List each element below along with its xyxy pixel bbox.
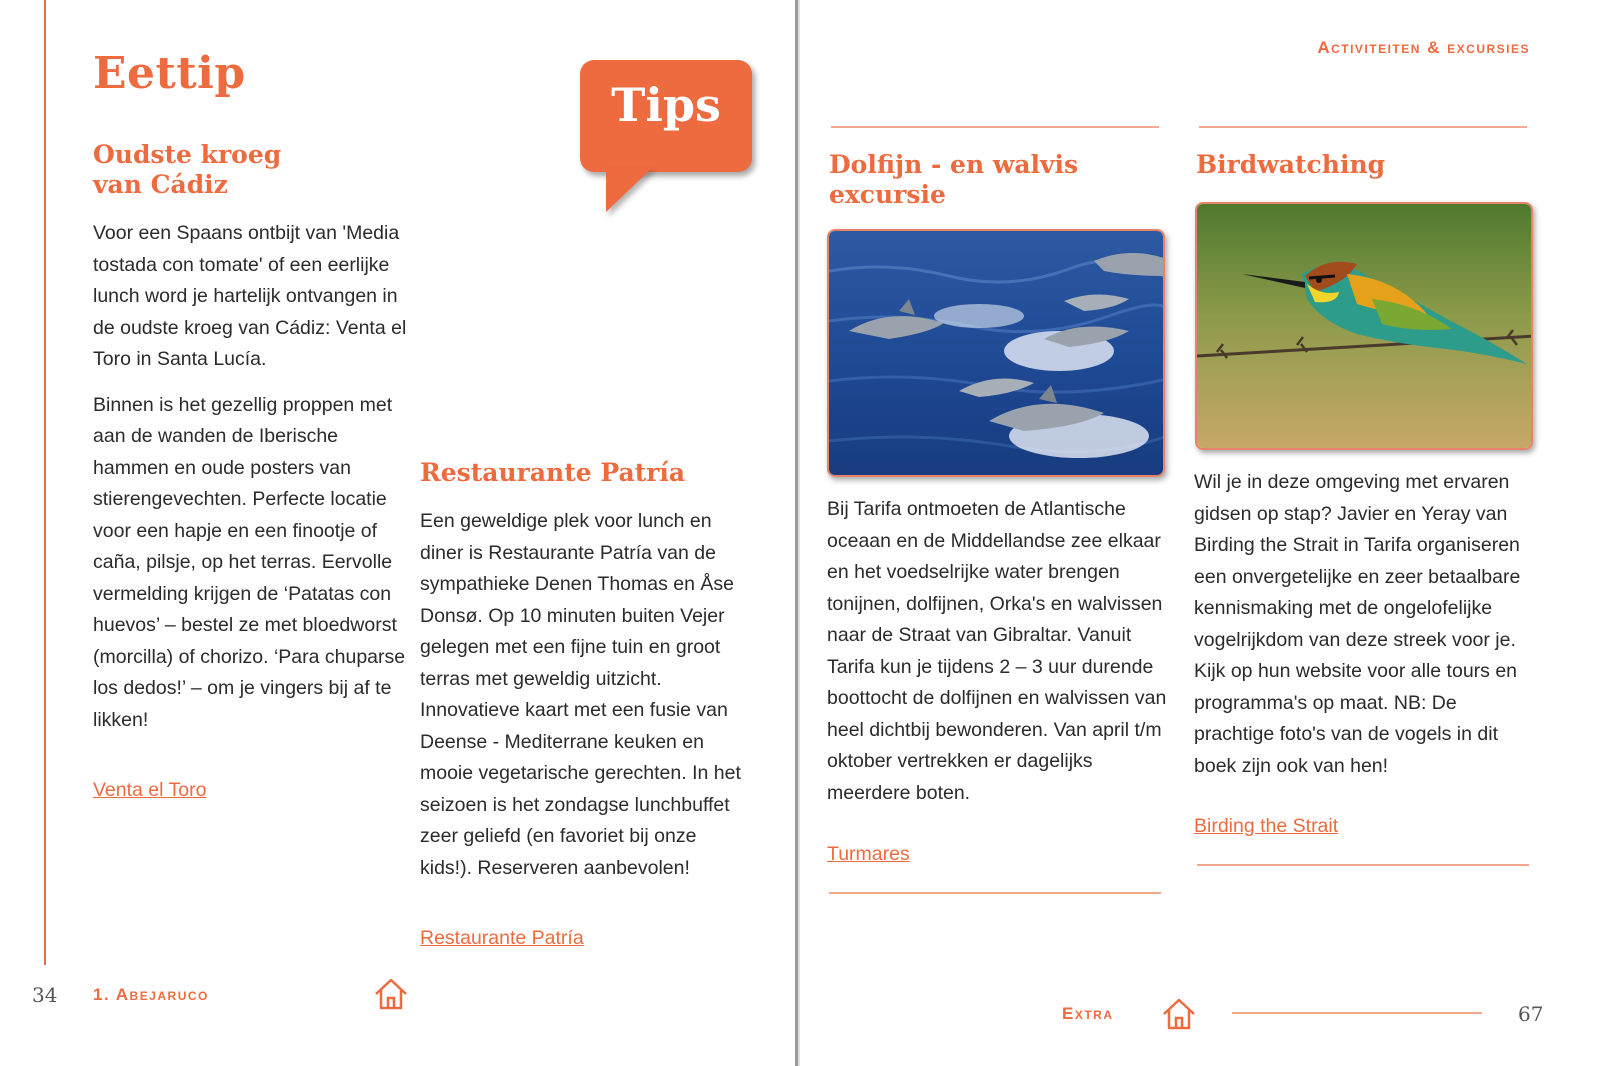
rule	[829, 892, 1161, 894]
paragraph: Wil je in deze omgeving met ervaren gidsen op stap? Javier en Yeray van Birding the Strait in Tarifa organiseren een onvergetelijke en zeer betaalbare kennismaking met de ongelofelijke vogelrijkdom van deze streek voor je. Kijk op hun website voor alle tours en programma's op maat. NB: De prachtige foto's van de vogels in dit boek zijn ook van hen!	[1194, 471, 1521, 777]
rule	[831, 126, 1159, 128]
dolfijn-text	[827, 494, 1172, 809]
right-page	[800, 0, 1600, 1066]
dolphins-photo	[827, 229, 1165, 477]
margin-line	[44, 0, 46, 965]
kroeg-text	[93, 218, 408, 736]
footer-rule	[1232, 1012, 1482, 1014]
bee-eater-photo	[1195, 202, 1533, 450]
section-heading-patria: Restaurante Patría	[420, 458, 686, 487]
heading-line: Oudste kroeg	[93, 140, 282, 169]
birdwatching-text	[1194, 467, 1539, 782]
section-heading-kroeg	[93, 140, 281, 200]
dolphins-image	[829, 231, 1165, 477]
section-header-label: Activiteiten & excursies	[1317, 38, 1530, 57]
heading-line: excursie	[829, 180, 946, 209]
section-heading-dolfijn	[829, 150, 1078, 210]
paragraph: Binnen is het gezellig proppen met aan de wanden de Iberische hammen en oude posters van stierengevechten. Perfecte locatie voor een hapje en een finootje of caña, pilsje, op het terras. Eervolle vermelding krijgen de ‘Patatas con huevos’ – bestel ze met bloedworst (morcilla) of chorizo. ‘Para chuparse los dedos!’ – om je vingers bij af te likken!	[93, 393, 406, 731]
rule	[1199, 126, 1527, 128]
paragraph: Bij Tarifa ontmoeten de Atlantische oceaan en de Middellandse zee elkaar en het voedselrijke water brengen tonijnen, dolfijnen, Orka's en walvissen naar de Straat van Gibraltar. Vanuit Tarifa kun je tijdens 2 – 3 uur durende boottocht de dolfijnen en walvissen van heel dichtbij bewonderen. Van april t/m oktober vertrekken er dagelijks meerdere boten.	[827, 498, 1167, 804]
heading-line: Dolfijn - en walvis	[829, 150, 1079, 179]
section-heading-birdwatching: Birdwatching	[1196, 150, 1386, 179]
paragraph: Een geweldige plek voor lunch en diner is Restaurante Patría van de sympathieke Denen Thomas en Åse Donsø. Op 10 minuten buiten Vejer gelegen met een fijne tuin en groot terras met geweldig uitzicht. Innovatieve kaart met een fusie van Deense - Mediterrane keuken en mooie vegetarische gerechten. In het seizoen is het zondagse lunchbuffet zeer geliefd (en favoriet bij onze kids!). Reserveren aanbevolen!	[420, 510, 741, 879]
home-icon[interactable]	[1160, 995, 1198, 1033]
heading-line: van Cádiz	[93, 170, 228, 199]
home-icon[interactable]	[372, 975, 410, 1013]
rule	[1197, 864, 1529, 866]
restaurante-patria-link[interactable]: Restaurante Patría	[420, 927, 584, 949]
chapter-label[interactable]: 1. Abejaruco	[93, 985, 209, 1004]
turmares-link[interactable]: Turmares	[827, 843, 910, 865]
extra-label[interactable]: Extra	[1062, 1004, 1114, 1023]
venta-el-toro-link[interactable]: Venta el Toro	[93, 779, 207, 801]
birding-the-strait-link[interactable]: Birding the Strait	[1194, 815, 1339, 837]
page-title: Eettip	[93, 48, 246, 99]
paragraph: Voor een Spaans ontbijt van 'Media tostada con tomate' of een eerlijke lunch word je hartelijk ontvangen in de oudste kroeg van Cádiz: Venta el Toro in Santa Lucía.	[93, 222, 407, 370]
page-number: 34	[32, 983, 58, 1007]
tips-label: Tips	[611, 78, 721, 132]
bee-eater-image	[1197, 204, 1533, 450]
patria-text	[420, 506, 745, 884]
tips-bubble-tail	[606, 168, 652, 212]
page-number: 67	[1518, 1002, 1544, 1026]
left-page	[0, 0, 796, 1066]
